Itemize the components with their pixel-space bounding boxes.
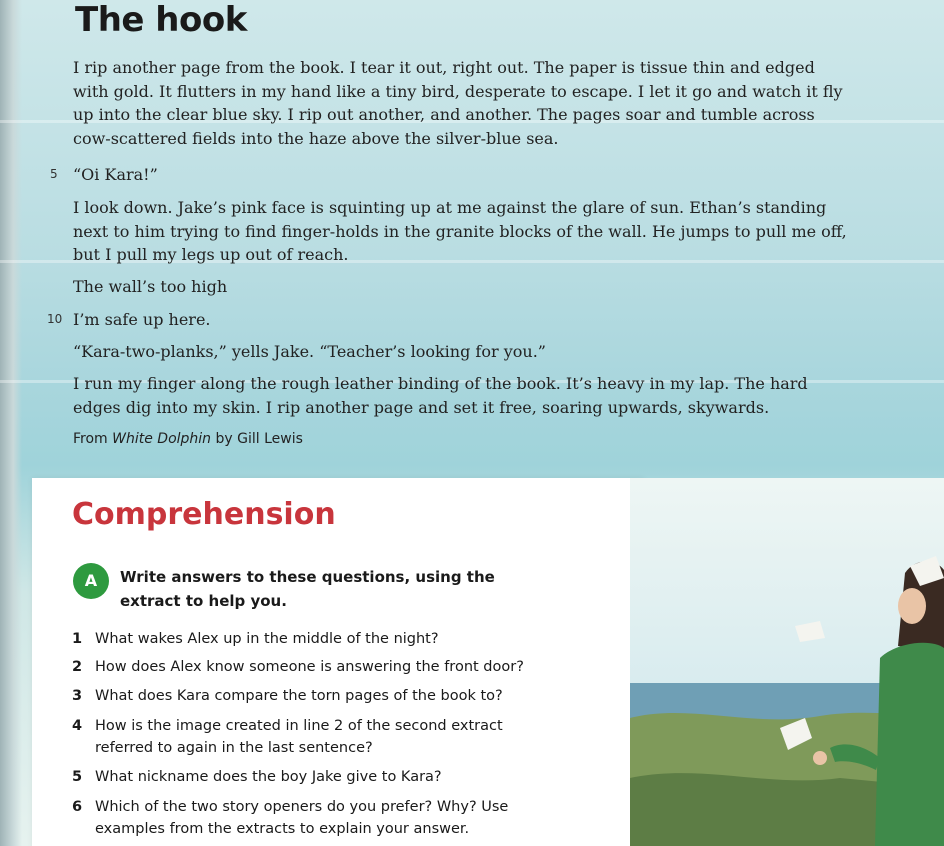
question-item	[72, 685, 592, 707]
question-item	[72, 656, 592, 678]
line-number: 10	[47, 312, 63, 326]
page-gutter-shadow	[0, 0, 22, 846]
question-text: What does Kara compare the torn pages of the book to?	[95, 688, 503, 704]
question-number: 1	[72, 631, 83, 647]
extract-paragraph: I run my finger along the rough leather binding of the book. It’s heavy in my lap. The hard edges dig into my skin. I rip another page and set it free, soaring upwards, skywards.	[73, 374, 808, 417]
question-item	[72, 715, 542, 759]
question-number: 6	[72, 799, 83, 815]
question-item	[72, 796, 542, 840]
extract-source	[73, 431, 303, 447]
illustration-girl-on-wall	[630, 478, 944, 846]
question-number: 2	[72, 659, 83, 675]
section-a-instruction: Write answers to these questions, using the extract to help you.	[120, 568, 495, 610]
section-a-badge: A	[73, 563, 109, 599]
question-text: Which of the two story openers do you prefer? Why? Use examples from the extracts to explain your answer.	[95, 799, 509, 837]
extract-paragraph: “Oi Kara!”	[73, 165, 158, 184]
extract-paragraph: The wall’s too high	[73, 277, 228, 296]
question-number: 4	[72, 718, 83, 734]
extract-paragraph: I look down. Jake’s pink face is squinting up at me against the glare of sun. Ethan’s standing next to him trying to find finger-holds in the granite blocks of the wall. He jumps to pull me off, but I pull my legs up out of reach.	[73, 198, 847, 264]
extract-heading: The hook	[75, 0, 247, 40]
extract-paragraph: I rip another page from the book. I tear it out, right out. The paper is tissue thin and edged with gold. It flutters in my hand like a tiny bird, desperate to escape. I let it go and watch it fly up into the clear blue sky. I rip out another, and another. The pages soar and tumble across cow-scattered fields into the haze above the silver-blue sea.	[73, 58, 843, 148]
question-item	[72, 766, 592, 788]
extract-paragraph: “Kara-two-planks,” yells Jake. “Teacher’s looking for you.”	[73, 342, 546, 361]
source-book-title: White Dolphin	[112, 431, 212, 447]
extract-paragraph: I’m safe up here.	[73, 310, 211, 329]
question-text: What nickname does the boy Jake give to Kara?	[95, 769, 442, 785]
line-number: 5	[50, 167, 58, 181]
girl-face	[898, 588, 926, 624]
question-text: What wakes Alex up in the middle of the night?	[95, 631, 439, 647]
girl-green-jacket	[875, 643, 944, 846]
question-text: How does Alex know someone is answering the front door?	[95, 659, 524, 675]
source-author: by Gill Lewis	[211, 431, 303, 447]
source-prefix: From	[73, 431, 113, 447]
question-number: 5	[72, 769, 83, 785]
question-number: 3	[72, 688, 83, 704]
question-text: How is the image created in line 2 of the second extract referred to again in the last sentence?	[95, 718, 503, 756]
comprehension-title: Comprehension	[72, 497, 336, 532]
question-item	[72, 628, 592, 650]
